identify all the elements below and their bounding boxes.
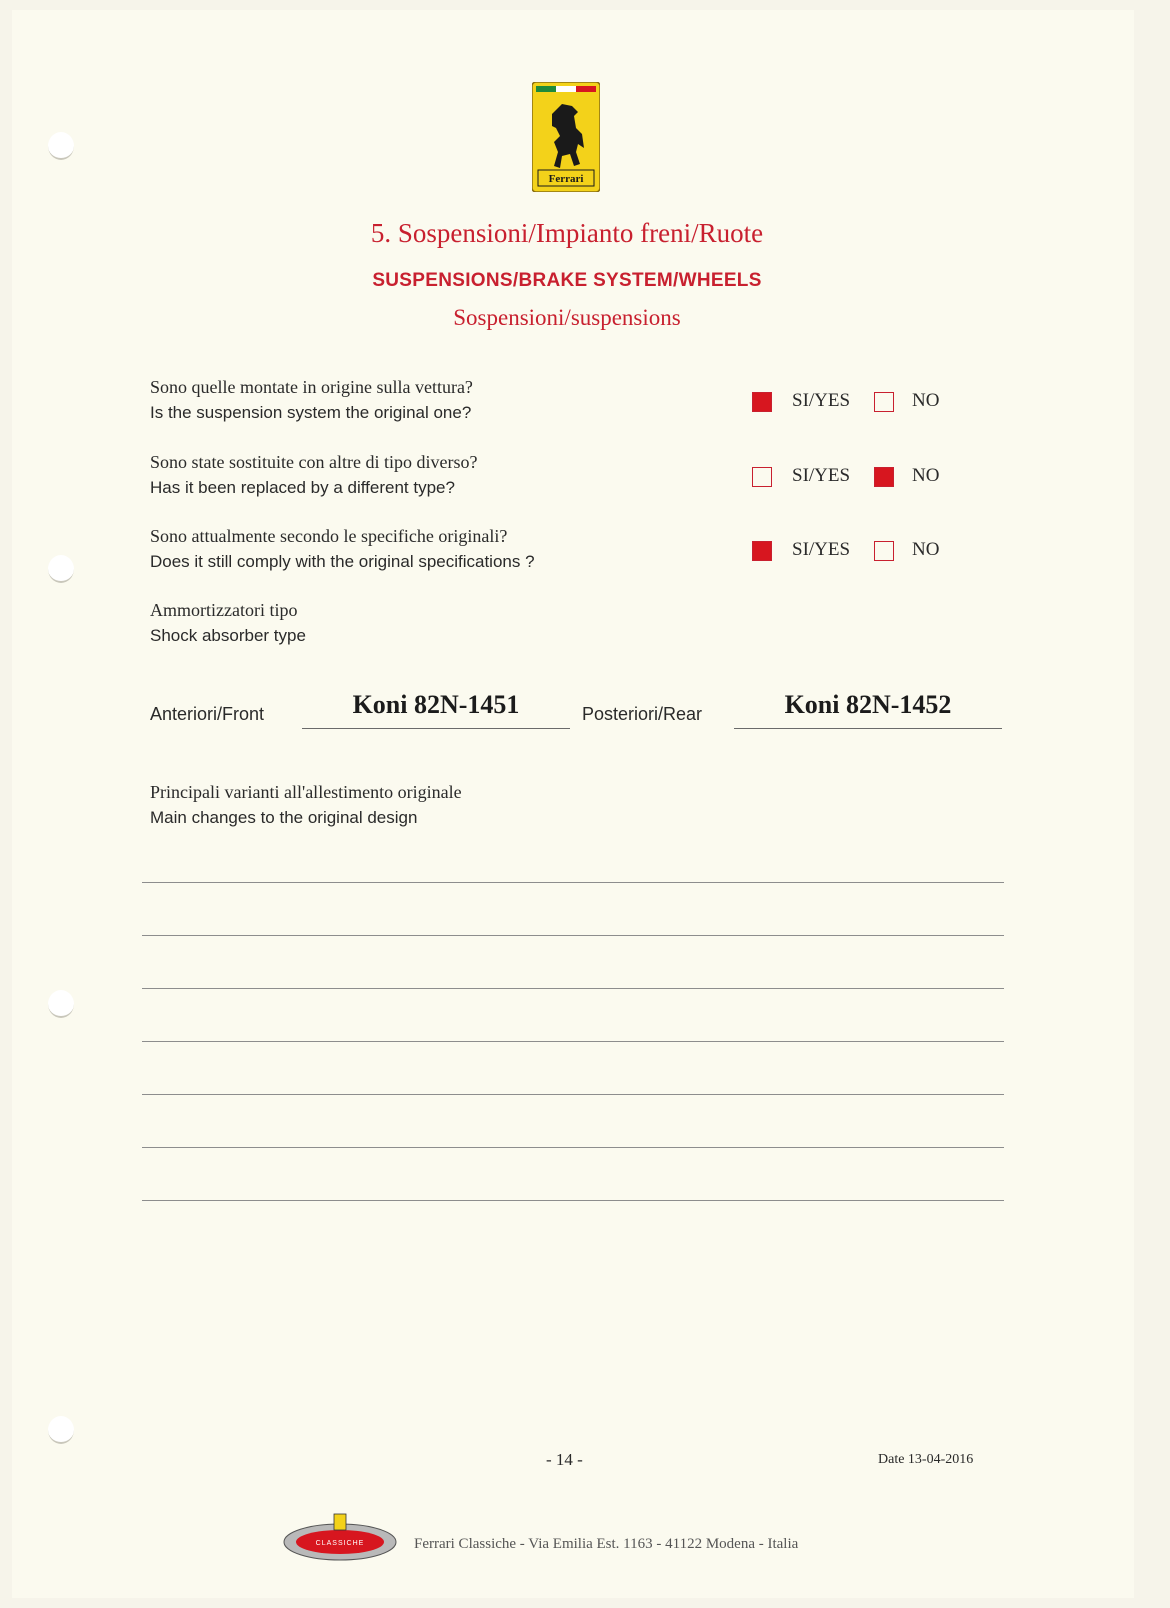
front-underline bbox=[302, 728, 570, 729]
question-original-suspension bbox=[150, 374, 473, 426]
section-title-english: SUSPENSIONS/BRAKE SYSTEM/WHEELS bbox=[372, 270, 762, 291]
yes-label: SI/YES bbox=[792, 390, 851, 411]
front-shock-field[interactable]: Koni 82N-1451 bbox=[352, 690, 520, 719]
no-label: NO bbox=[912, 539, 940, 560]
no-checkbox[interactable] bbox=[874, 541, 894, 561]
footer-address: Ferrari Classiche - Via Emilia Est. 1163 - 41122 Modena - Italia bbox=[414, 1536, 799, 1552]
changes-italian: Principali varianti all'allestimento originale bbox=[150, 782, 462, 802]
shock-italian: Ammortizzatori tipo bbox=[150, 600, 298, 620]
logo-text: Ferrari bbox=[548, 173, 584, 185]
no-checkbox[interactable] bbox=[874, 392, 894, 412]
question-english: Is the suspension system the original one? bbox=[150, 403, 472, 422]
page-number: - 14 - bbox=[546, 1450, 583, 1469]
yes-checkbox[interactable] bbox=[752, 467, 772, 487]
yes-label: SI/YES bbox=[792, 539, 851, 560]
question-original-specs bbox=[150, 523, 535, 575]
no-label: NO bbox=[912, 390, 940, 411]
writing-line[interactable] bbox=[142, 935, 1004, 936]
writing-line[interactable] bbox=[142, 1094, 1004, 1095]
question-italian: Sono state sostituite con altre di tipo diverso? bbox=[150, 452, 478, 472]
no-checkbox[interactable] bbox=[874, 467, 894, 487]
shield-icon bbox=[334, 1514, 346, 1530]
rear-shock-field[interactable]: Koni 82N-1452 bbox=[784, 690, 952, 719]
punch-hole bbox=[48, 132, 74, 160]
yes-checkbox[interactable] bbox=[752, 392, 772, 412]
question-italian: Sono attualmente secondo le specifiche originali? bbox=[150, 526, 508, 546]
punch-hole bbox=[48, 990, 74, 1018]
yes-checkbox[interactable] bbox=[752, 541, 772, 561]
changes-english: Main changes to the original design bbox=[150, 808, 418, 827]
punch-hole bbox=[48, 555, 74, 583]
ferrari-classiche-badge bbox=[280, 1508, 400, 1570]
no-label: NO bbox=[912, 465, 940, 486]
rear-label: Posteriori/Rear bbox=[582, 704, 703, 724]
question-english: Does it still comply with the original specifications ? bbox=[150, 552, 535, 571]
writing-line[interactable] bbox=[142, 988, 1004, 989]
yes-label: SI/YES bbox=[792, 465, 851, 486]
main-changes-heading bbox=[150, 779, 462, 831]
ferrari-logo bbox=[532, 82, 600, 192]
section-title: 5. Sospensioni/Impianto freni/Ruote bbox=[370, 218, 764, 248]
shock-english: Shock absorber type bbox=[150, 626, 306, 645]
document-date: Date 13-04-2016 bbox=[878, 1452, 974, 1467]
writing-line[interactable] bbox=[142, 1200, 1004, 1201]
section-subtitle: Sospensioni/suspensions bbox=[453, 305, 681, 330]
shock-absorber-heading bbox=[150, 597, 306, 649]
question-italian: Sono quelle montate in origine sulla vettura? bbox=[150, 377, 473, 397]
rear-underline bbox=[734, 728, 1002, 729]
writing-line[interactable] bbox=[142, 1147, 1004, 1148]
question-replaced-type bbox=[150, 449, 477, 501]
punch-hole bbox=[48, 1416, 74, 1444]
badge-text: CLASSICHE bbox=[315, 1540, 365, 1547]
question-english: Has it been replaced by a different type? bbox=[150, 478, 455, 497]
writing-line[interactable] bbox=[142, 882, 1004, 883]
writing-line[interactable] bbox=[142, 1041, 1004, 1042]
front-label: Anteriori/Front bbox=[150, 704, 265, 724]
